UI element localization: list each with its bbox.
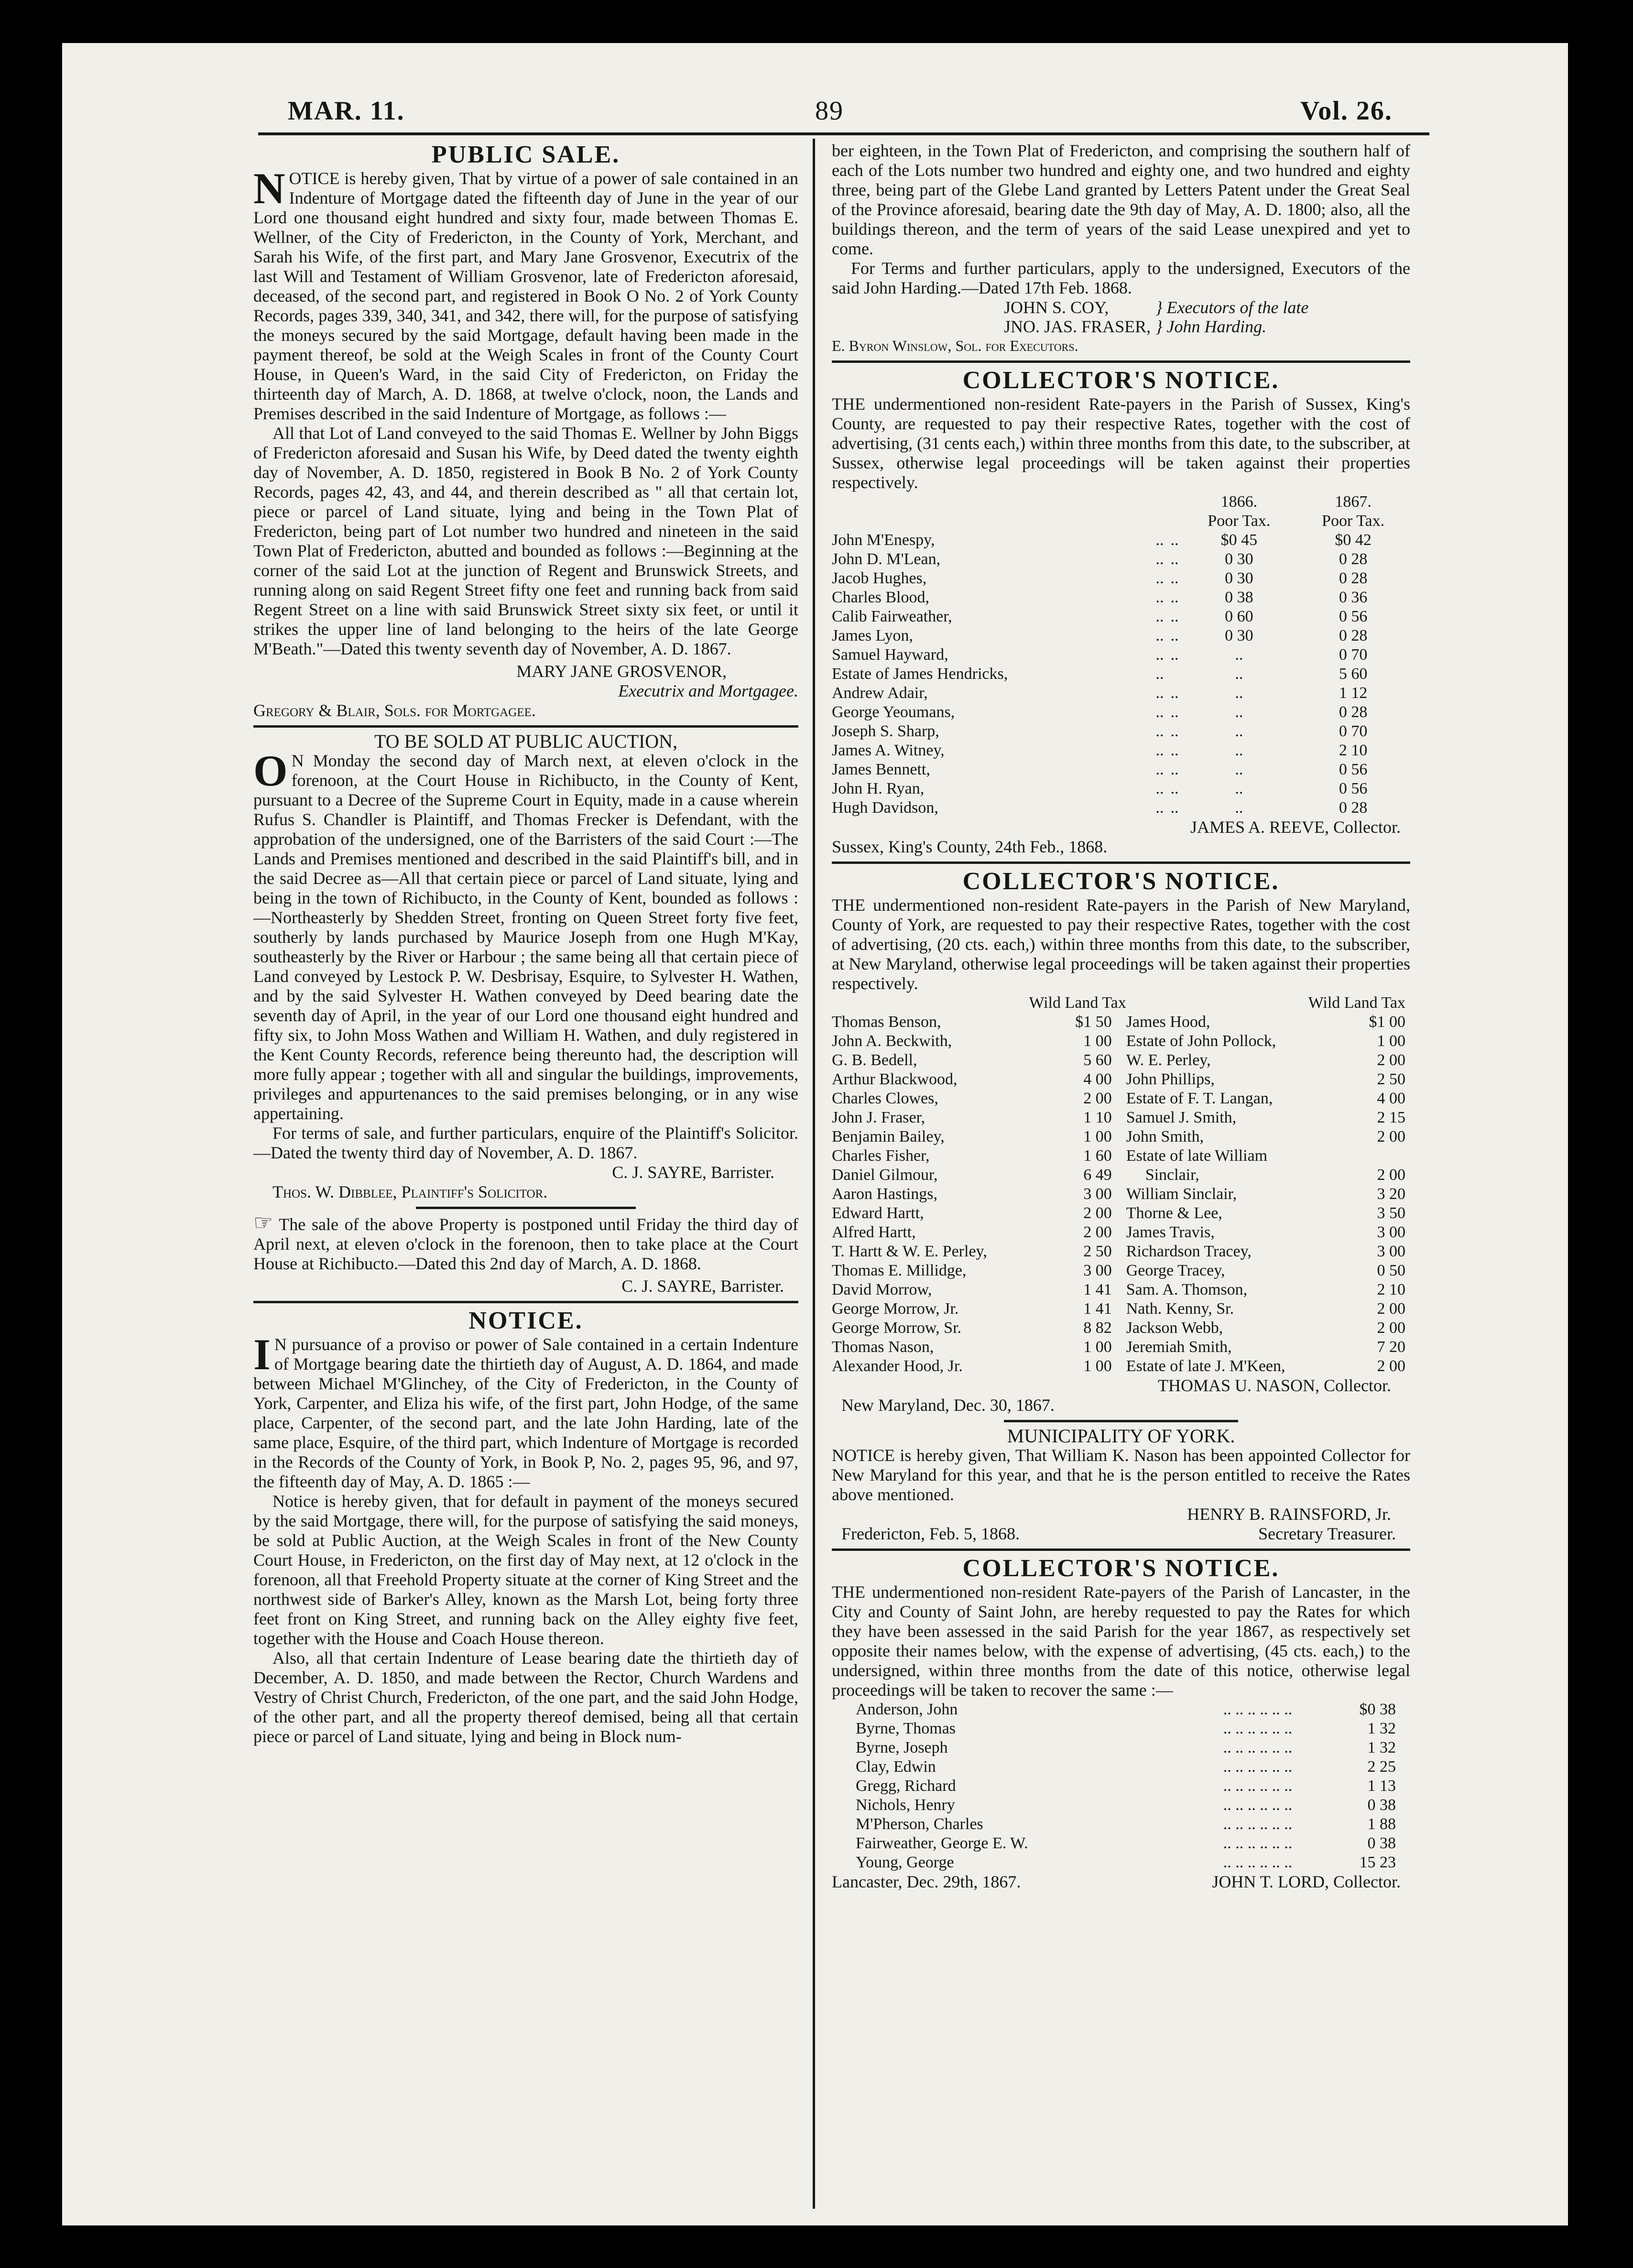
table-cell: George Yeoumans, <box>832 703 955 721</box>
table-cell: .. <box>1155 703 1164 721</box>
table-cell: James A. Witney, <box>832 741 945 759</box>
divider <box>416 1207 636 1209</box>
table-cell: Edward Hartt, <box>832 1204 924 1222</box>
table-cell: .. <box>1235 684 1243 702</box>
table-cell: .. .. .. .. .. .. <box>1223 1777 1293 1795</box>
table-cell: 0 28 <box>1339 569 1368 587</box>
table-cell: 0 50 <box>1377 1262 1405 1279</box>
table-cell: 1 88 <box>1367 1815 1396 1833</box>
table-row <box>832 1299 1405 1319</box>
table-row <box>856 1834 1396 1853</box>
table-cell: $1 50 <box>1075 1013 1112 1031</box>
table-row <box>832 1166 1405 1185</box>
table-cell: .. <box>1155 569 1164 587</box>
table-cell: G. B. Bedell, <box>832 1051 917 1069</box>
table-cell: James Travis, <box>1126 1223 1215 1241</box>
table-row <box>832 531 1410 550</box>
table-cell: Samuel J. Smith, <box>1126 1109 1237 1126</box>
table-cell: Young, George <box>856 1854 954 1871</box>
table-cell: George Morrow, Jr. <box>832 1300 959 1318</box>
table-row <box>832 1280 1405 1299</box>
table-cell: George Morrow, Sr. <box>832 1319 962 1337</box>
municipality-signature: HENRY B. RAINSFORD, Jr. <box>1187 1505 1391 1524</box>
table-cell: .. <box>1155 627 1164 644</box>
table-cell: John H. Ryan, <box>832 780 925 797</box>
table-cell: Thorne & Lee, <box>1126 1204 1222 1222</box>
table-cell: Anderson, John <box>856 1701 958 1718</box>
table-cell: .. <box>1235 741 1243 759</box>
postponement-signature: C. J. SAYRE, Barrister. <box>621 1276 784 1296</box>
table-row <box>832 1089 1405 1108</box>
page-number: 89 <box>815 96 844 126</box>
table-cell: 2 00 <box>1377 1357 1405 1375</box>
table-cell: .. <box>1155 799 1164 817</box>
table-cell: Fairweather, George E. W. <box>856 1834 1028 1852</box>
table-cell: $1 00 <box>1369 1013 1405 1031</box>
table-cell: .. <box>1235 799 1243 817</box>
auction-solicitor: Thos. W. Dibblee, Plaintiff's Solicitor. <box>272 1182 548 1201</box>
table-row <box>856 1719 1396 1738</box>
table-cell: 1 00 <box>1083 1357 1112 1375</box>
drop-cap: O <box>253 746 288 795</box>
table-cell: .. <box>1155 684 1164 702</box>
table-row <box>832 1127 1405 1146</box>
pointing-hand-icon: ☞ <box>253 1210 273 1235</box>
table-cell: 1 00 <box>1083 1032 1112 1050</box>
table-cell: $0 38 <box>1359 1701 1396 1718</box>
table-cell: 0 28 <box>1339 703 1368 721</box>
table-cell: .. <box>1170 608 1179 625</box>
table-cell: 2 25 <box>1367 1758 1396 1776</box>
table-cell: David Morrow, <box>832 1281 932 1298</box>
table-cell: 15 23 <box>1359 1854 1396 1871</box>
table-cell: 5 60 <box>1083 1051 1112 1069</box>
table-cell: .. <box>1155 780 1164 797</box>
table-cell: .. <box>1155 761 1164 778</box>
table-cell: Estate of F. T. Langan, <box>1126 1090 1273 1107</box>
table-row <box>832 607 1410 626</box>
newspaper-page <box>62 43 1568 2225</box>
column-header: Wild Land Tax <box>1308 994 1405 1012</box>
table-row <box>832 798 1410 818</box>
table-cell: 3 50 <box>1377 1204 1405 1222</box>
table-cell: 0 38 <box>1367 1796 1396 1814</box>
divider <box>832 360 1410 363</box>
table-cell: John Smith, <box>1126 1128 1204 1145</box>
table-cell: .. <box>1170 589 1179 606</box>
table-cell: .. <box>1170 761 1179 778</box>
public-sale-signature-title: Executrix and Mortgagee. <box>618 681 798 700</box>
table-cell: 1 00 <box>1377 1032 1405 1050</box>
table-row <box>832 760 1410 779</box>
executor-name: JOHN S. COY, <box>1004 298 1109 317</box>
table-cell: 0 70 <box>1339 722 1368 740</box>
table-cell: 1 60 <box>1083 1147 1112 1165</box>
table-row <box>832 1223 1405 1242</box>
table-cell: 2 00 <box>1083 1204 1112 1222</box>
table-row <box>832 722 1410 741</box>
table-row <box>832 1357 1405 1376</box>
table-cell: Thomas E. Millidge, <box>832 1262 967 1279</box>
table-cell: .. <box>1155 722 1164 740</box>
table-cell: 2 10 <box>1377 1281 1405 1298</box>
table-cell: James Hood, <box>1126 1013 1210 1031</box>
table-cell: Nichols, Henry <box>856 1796 955 1814</box>
table-cell: 0 38 <box>1225 589 1253 606</box>
table-cell: Byrne, Joseph <box>856 1739 948 1756</box>
table-cell: .. .. .. .. .. .. <box>1223 1739 1293 1756</box>
table-row <box>832 684 1410 703</box>
table-cell: .. .. .. .. .. .. <box>1223 1854 1293 1871</box>
table-cell: M'Pherson, Charles <box>856 1815 983 1833</box>
table-cell: W. E. Perley, <box>1126 1051 1211 1069</box>
public-sale-solicitors: Gregory & Blair, Sols. for Mortgagee. <box>253 701 536 720</box>
column-divider <box>813 139 815 2209</box>
table-cell: Thomas Nason, <box>832 1338 934 1356</box>
table-cell: .. <box>1170 684 1179 702</box>
table-cell: .. <box>1170 780 1179 797</box>
notice-lease-paragraph: Also, all that certain Indenture of Lease bearing date the thirtieth day of December, A. D. 1850, and made between the Rector, Church Wardens and Vestry of Christ Church, Fredericton, of the one part, and the said John Hodge, of the other part, and all the property thereof demised, being all that certain piece or parcel of Land situate, lying and being in Block num- <box>253 1648 798 1746</box>
table-cell: 0 36 <box>1339 589 1368 606</box>
drop-cap: N <box>253 164 285 213</box>
table-cell: Alexander Hood, Jr. <box>832 1357 963 1375</box>
table-cell: Daniel Gilmour, <box>832 1166 938 1184</box>
table-cell: John D. M'Lean, <box>832 550 941 568</box>
table-cell: John Phillips, <box>1126 1070 1215 1088</box>
column-header: Wild Land Tax <box>1029 994 1126 1012</box>
collector3-signature: JOHN T. LORD, Collector. <box>1212 1872 1401 1891</box>
table-cell: Estate of James Hendricks, <box>832 665 1008 683</box>
table-cell: Hugh Davidson, <box>832 799 938 817</box>
table-cell: 2 00 <box>1083 1090 1112 1107</box>
table-cell: Andrew Adair, <box>832 684 928 702</box>
table-cell: 0 30 <box>1225 569 1253 587</box>
volume-number: Vol. 26. <box>1300 96 1393 126</box>
public-sale-body <box>253 164 798 424</box>
table-cell: Nath. Kenny, Sr. <box>1126 1300 1234 1318</box>
collector1-title: COLLECTOR'S NOTICE. <box>962 367 1280 394</box>
table-cell: 3 00 <box>1377 1223 1405 1241</box>
table-row <box>832 588 1410 607</box>
table-cell: .. <box>1155 550 1164 568</box>
table-cell: T. Hartt & W. E. Perley, <box>832 1243 987 1260</box>
collector2-table <box>832 993 1405 1376</box>
table-cell: 4 00 <box>1083 1070 1112 1088</box>
table-cell: .. <box>1235 780 1243 797</box>
collector2-intro: THE undermentioned non-resident Rate-payers in the Parish of New Maryland, County of York, are requested to pay their respective Rates, together with the cost of advertising, (20 cts. each,) within three months from this date, to the subscriber, at New Maryland, otherwise legal proceedings will be taken against their properties respectively. <box>832 895 1410 993</box>
table-row <box>832 1146 1405 1166</box>
table-row <box>832 1108 1405 1127</box>
table-cell: 7 20 <box>1377 1338 1405 1356</box>
table-cell: John M'Enespy, <box>832 531 935 549</box>
table-cell: 0 30 <box>1225 627 1253 644</box>
divider <box>832 861 1410 864</box>
table-cell: 1 12 <box>1339 684 1368 702</box>
table-cell: $0 45 <box>1220 531 1258 549</box>
table-cell: Aaron Hastings, <box>832 1185 937 1203</box>
table-cell: .. <box>1235 703 1243 721</box>
postponement-text: The sale of the above Property is postponed until Friday the third day of April next, at eleven o'clock in the forenoon, then to take place at the Court House at Richibucto.—Dated this 2nd day of March, A. D. 1868. <box>253 1215 798 1273</box>
table-cell: Estate of late J. M'Keen, <box>1126 1357 1285 1375</box>
table-cell: 2 50 <box>1083 1243 1112 1260</box>
table-row <box>832 1338 1405 1357</box>
table-row <box>856 1777 1396 1796</box>
collector2-signature: THOMAS U. NASON, Collector. <box>1157 1376 1391 1395</box>
table-cell: 1 00 <box>1083 1128 1112 1145</box>
table-row <box>832 645 1410 665</box>
collector3-title: COLLECTOR'S NOTICE. <box>962 1555 1280 1582</box>
table-row <box>832 1185 1405 1204</box>
table-cell: .. <box>1170 569 1179 587</box>
table-cell: 0 56 <box>1339 780 1368 797</box>
municipality-title: MUNICIPALITY OF YORK. <box>1007 1425 1235 1447</box>
table-cell: .. <box>1155 608 1164 625</box>
divider <box>253 725 798 728</box>
table-cell: 2 00 <box>1377 1166 1405 1184</box>
table-cell: 2 10 <box>1339 741 1368 759</box>
table-row <box>856 1738 1396 1757</box>
table-cell: 2 50 <box>1377 1070 1405 1088</box>
municipality-footer <box>832 1524 1410 1544</box>
table-cell: Estate of late William <box>1126 1147 1268 1165</box>
table-cell: Charles Fisher, <box>832 1147 930 1165</box>
table-cell: 0 60 <box>1225 608 1253 625</box>
table-cell: 0 30 <box>1225 550 1253 568</box>
table-row <box>832 1070 1405 1089</box>
executor-title: } Executors of the late <box>1155 298 1309 317</box>
table-cell: Sinclair, <box>1145 1166 1199 1184</box>
table-row <box>856 1853 1396 1872</box>
notice-body <box>253 1330 798 1492</box>
table-cell: 2 15 <box>1377 1109 1405 1126</box>
table-row <box>856 1796 1396 1815</box>
table-cell: Clay, Edwin <box>856 1758 936 1776</box>
table-cell: 3 00 <box>1083 1262 1112 1279</box>
table-row <box>832 569 1410 588</box>
table-cell: Samuel Hayward, <box>832 646 948 664</box>
right-column <box>832 141 1410 1892</box>
table-cell: .. <box>1170 741 1179 759</box>
header-rule <box>258 132 1429 135</box>
table-row <box>832 1261 1405 1280</box>
collector3-table <box>856 1700 1396 1872</box>
table-cell: .. <box>1170 627 1179 644</box>
auction-title: TO BE SOLD AT PUBLIC AUCTION, <box>374 731 678 752</box>
table-cell: Gregg, Richard <box>856 1777 956 1795</box>
table-cell: Arthur Blackwood, <box>832 1070 958 1088</box>
table-cell: Richardson Tracey, <box>1126 1243 1252 1260</box>
table-cell: 2 00 <box>1377 1300 1405 1318</box>
table-cell: .. <box>1170 550 1179 568</box>
table-cell: .. <box>1235 722 1243 740</box>
notice-text: N pursuance of a proviso or power of Sale contained in a certain Indenture of Mortgage bearing date the thirtieth day of August, A. D. 1864, and made between Michael M'Glinchey, of the City of Fredericton, in the County of York, Carpenter, and Eliza his wife, of the first part, John Hodge, of the same place, Carpenter, of the second part, and the late John Harding, late of the same place, Esquire, of the third part, which Indenture of Mortgage is recorded in the Records of the County of York, in Book P, No. 2, pages 95, 96, and 97, the fifteenth day of May, A. D. 1865 :— <box>253 1335 798 1491</box>
table-cell: Jackson Webb, <box>1126 1319 1223 1337</box>
table-row <box>832 779 1410 798</box>
table-cell: William Sinclair, <box>1126 1185 1237 1203</box>
table-row <box>856 1815 1396 1834</box>
table-cell: .. <box>1155 589 1164 606</box>
table-cell: .. <box>1235 646 1243 664</box>
table-cell: 1 00 <box>1083 1338 1112 1356</box>
table-cell: 1 41 <box>1083 1300 1112 1318</box>
table-cell: Charles Blood, <box>832 589 929 606</box>
table-cell: 6 49 <box>1083 1166 1112 1184</box>
table-cell: 2 00 <box>1377 1319 1405 1337</box>
drop-cap: I <box>253 1330 271 1379</box>
table-cell: .. .. .. .. .. .. <box>1223 1758 1293 1776</box>
table-cell: 0 28 <box>1339 799 1368 817</box>
collector3-intro: THE undermentioned non-resident Rate-payers of the Parish of Lancaster, in the City and County of Saint John, are hereby requested to pay the Rates for which they have been assessed in the said Parish for the year 1867, as respectively set opposite their names below, with the expense of advertising, (45 cts. each,) to the undersigned, within three months from the date of this notice, otherwise legal proceedings will be taken to recover the same :— <box>832 1582 1410 1700</box>
table-cell: .. .. .. .. .. .. <box>1223 1834 1293 1852</box>
notice-title: NOTICE. <box>468 1307 583 1334</box>
table-cell: Estate of John Pollock, <box>1126 1032 1276 1050</box>
table-cell: John A. Beckwith, <box>832 1032 952 1050</box>
year-header: 1866. <box>1220 493 1258 511</box>
table-cell: Alfred Hartt, <box>832 1223 916 1241</box>
table-cell: .. <box>1170 531 1179 549</box>
table-row <box>832 703 1410 722</box>
table-cell: .. <box>1170 703 1179 721</box>
table-cell: .. .. .. .. .. .. <box>1223 1796 1293 1814</box>
table-cell: 1 32 <box>1367 1720 1396 1737</box>
year-header: 1867. <box>1335 493 1372 511</box>
table-cell: .. .. .. .. .. .. <box>1223 1720 1293 1737</box>
executors-solicitor: E. Byron Winslow, Sol. for Executors. <box>832 337 1078 354</box>
table-row <box>832 1032 1405 1051</box>
table-row <box>856 1700 1396 1719</box>
collector1-signature: JAMES A. REEVE, Collector. <box>1190 818 1401 837</box>
table-cell: Byrne, Thomas <box>856 1720 956 1737</box>
table-cell: 1 10 <box>1083 1109 1112 1126</box>
postponement-notice <box>253 1210 798 1274</box>
collector3-footer <box>832 1872 1410 1892</box>
column-header: Poor Tax. <box>1208 512 1271 530</box>
table-cell: 0 70 <box>1339 646 1368 664</box>
table-cell: 0 56 <box>1339 608 1368 625</box>
divider <box>1004 1420 1238 1422</box>
public-sale-signature: MARY JANE GROSVENOR, <box>516 662 727 681</box>
table-cell <box>1353 1146 1405 1166</box>
table-cell: 0 56 <box>1339 761 1368 778</box>
table-cell: 3 20 <box>1377 1185 1405 1203</box>
table-cell: 8 82 <box>1083 1319 1112 1337</box>
public-sale-description: All that Lot of Land conveyed to the said Thomas E. Wellner by John Biggs of Fredericton aforesaid and Susan his Wife, by Deed dated the twenty eighth day of November, A. D. 1850, registered in Book B No. 2 of York County Records, pages 42, 43, and 44, and therein described as " all that certain lot, piece or parcel of Land situate, lying and being in the Town Plat of Fredericton, being part of Lot number two hundred and nineteen in the said Town Plat of Fredericton, abutted and bounded as follows :—Beginning at the corner of the said Lot at the junction of Regent and Brunswick Streets, and running along on said Regent Street fifty one feet and running back from said Regent Street on a line with said Brunswick Street sixty six feet, or until it strikes the upper line of land belonging to the heirs of the late George M'Beath."—Dated this twenty seventh day of November, A. D. 1867. <box>253 424 798 658</box>
table-cell: Benjamin Bailey, <box>832 1128 945 1145</box>
table-cell: 0 28 <box>1339 550 1368 568</box>
table-cell: .. .. .. .. .. .. <box>1223 1815 1293 1833</box>
table-cell <box>1167 665 1182 684</box>
table-cell: 5 60 <box>1339 665 1368 683</box>
table-row <box>832 1204 1405 1223</box>
table-cell: .. <box>1155 665 1164 683</box>
table-cell: John J. Fraser, <box>832 1109 925 1126</box>
divider <box>253 1301 798 1303</box>
auction-body <box>253 746 798 1123</box>
executors-signature <box>1004 298 1308 336</box>
table-cell: Charles Clowes, <box>832 1090 938 1107</box>
table-cell: .. <box>1170 722 1179 740</box>
divider <box>832 1548 1410 1551</box>
table-cell: .. <box>1235 665 1243 683</box>
table-cell: .. <box>1155 741 1164 759</box>
table-cell: Jacob Hughes, <box>832 569 927 587</box>
collector3-dateline: Lancaster, Dec. 29th, 1867. <box>832 1872 1021 1891</box>
table-row <box>832 741 1410 760</box>
table-cell: 3 00 <box>1083 1185 1112 1203</box>
collector1-intro: THE undermentioned non-resident Rate-payers in the Parish of Sussex, King's County, are requested to pay their respective Rates, together with the cost of advertising, (31 cents each,) within three months from this date, to the subscriber, at Sussex, otherwise legal proceedings will be taken against their properties respectively. <box>832 394 1410 492</box>
table-cell: .. <box>1155 531 1164 549</box>
table-row <box>832 1051 1405 1070</box>
left-column <box>253 141 798 1746</box>
table-cell: .. .. .. .. .. .. <box>1223 1701 1293 1718</box>
table-cell: .. <box>1235 761 1243 778</box>
table-cell: 2 00 <box>1377 1051 1405 1069</box>
notice-terms: For Terms and further particulars, apply to the undersigned, Executors of the said John Harding.—Dated 17th Feb. 1868. <box>832 259 1410 297</box>
municipality-dateline: Fredericton, Feb. 5, 1868. <box>841 1524 1020 1543</box>
issue-date: MAR. 11. <box>288 96 405 126</box>
notice-default-paragraph: Notice is hereby given, that for default in payment of the moneys secured by the said Mortgage, there will, for the purpose of satisfying the said moneys, be sold at Public Auction, at the Weigh Scales in front of the New County Court House, in Fredericton, on the first day of May next, at 12 o'clock in the forenoon, all that Freehold Property situate at the corner of King Street and the northwest side of Barker's Alley, known as the Marsh Lot, being forty three feet front on King Street, and running back on the Alley eighty five feet, together with the House and Coach House thereon. <box>253 1492 798 1648</box>
table-cell: Jeremiah Smith, <box>1126 1338 1232 1356</box>
table-cell: Sam. A. Thomson, <box>1126 1281 1248 1298</box>
table-cell: 2 00 <box>1377 1128 1405 1145</box>
table-cell: $0 42 <box>1335 531 1372 549</box>
table-cell: 2 00 <box>1083 1223 1112 1241</box>
table-row <box>832 626 1410 645</box>
table-cell: Joseph S. Sharp, <box>832 722 939 740</box>
executor-name: JNO. JAS. FRASER, <box>1004 317 1151 336</box>
notice-continuation: ber eighteen, in the Town Plat of Fredericton, and comprising the southern half of each of the Lots number two hundred and eighty one, and two hundred and eighty three, being part of the Glebe Land granted by Letters Patent under the Great Seal of the Province aforesaid, bearing date the 9th day of May, A. D. 1800; also, all the buildings thereon, and the term of years of the said Lease unexpired and yet to come. <box>832 141 1410 258</box>
table-cell: .. <box>1170 799 1179 817</box>
table-row <box>832 1319 1405 1338</box>
municipality-signature-title: Secretary Treasurer. <box>1258 1524 1396 1543</box>
column-header: Poor Tax. <box>1322 512 1385 530</box>
table-cell: 1 32 <box>1367 1739 1396 1756</box>
table-row <box>832 665 1410 684</box>
table-cell: George Tracey, <box>1126 1262 1225 1279</box>
table-cell: Calib Fairweather, <box>832 608 952 625</box>
collector2-title: COLLECTOR'S NOTICE. <box>962 868 1280 895</box>
collector1-table <box>832 492 1410 818</box>
table-cell: Thomas Benson, <box>832 1013 941 1031</box>
auction-signature: C. J. SAYRE, Barrister. <box>612 1163 774 1182</box>
table-row <box>832 550 1410 569</box>
public-sale-text: OTICE is hereby given, That by virtue of a power of sale contained in an Indenture of Mortgage dated the fifteenth day of June in the year of our Lord one thousand eight hundred and sixty four, made between Thomas E. Wellner, of the City of Fredericton, in the County of York, Merchant, and Sarah his Wife, of the first part, and Mary Jane Grosvenor, Executrix of the last Will and Testament of William Grosvenor, late of Fredericton aforesaid, deceased, of the second part, and registered in Book O No. 2 of York County Records, pages 339, 340, 341, and 342, there will, for the purpose of satisfying the moneys secured by the said Mortgage, default having been made in the payment thereof, be sold at the Weigh Scales in front of the County Court House, in Queen's Ward, in the said City of Fredericton, on Friday the thirteenth day of March, A. D. 1868, at twelve o'clock, noon, the Lands and Premises described in the said Indenture of Mortgage, as follows :— <box>253 169 798 423</box>
table-cell: 1 41 <box>1083 1281 1112 1298</box>
table-cell: 1 13 <box>1367 1777 1396 1795</box>
public-sale-title: PUBLIC SALE. <box>431 141 621 168</box>
table-cell: .. <box>1155 646 1164 664</box>
table-row <box>832 1013 1405 1032</box>
table-cell: James Lyon, <box>832 627 913 644</box>
auction-text: N Monday the second day of March next, at eleven o'clock in the forenoon, at the Court House in Richibucto, in the County of Kent, pursuant to a Decree of the Supreme Court in Equity, made in a cause wherein Rufus S. Chandler is Plaintiff, and Thomas Frecker is Defendant, with the approbation of the undersigned, one of the Barristers of the said Court :—The Lands and Premises mentioned and described in the said Plaintiff's bill, and in the said Decree as—All that certain piece or parcel of Land situate, lying and being in the town of Richibucto, in the County of Kent, bounded as follows :—Northeasterly by Shedden Street, fronting on Queen Street forty five feet, southerly by lands purchased by Maurice Joseph from one Hugh M'Kay, southeasterly by the River or Harbour ; the same being all that certain piece of Land conveyed by Lestock P. W. Desbrisay, Esquire, to Sylvester H. Wathen, and by the said Sylvester H. Wathen conveyed by Deed bearing date the seventh day of April, in the year of our Lord one thousand eight hundred and fifty six, to John Moss Wathen and William H. Wathen, and duly registered in the Kent County Records, reference being thereunto had, the description will more fully appear ; together with all and singular the buildings, improvements, privileges and appurtenances to the said premises belonging, or in any wise appertaining. <box>253 751 798 1123</box>
auction-terms: For terms of sale, and further particulars, enquire of the Plaintiff's Solicitor.—Dated the twenty third day of November, A. D. 1867. <box>253 1123 798 1162</box>
table-row <box>856 1757 1396 1777</box>
table-cell: 0 28 <box>1339 627 1368 644</box>
table-cell: .. <box>1170 646 1179 664</box>
municipality-body: NOTICE is hereby given, That William K. Nason has been appointed Collector for New Maryland for this year, and that he is the person entitled to receive the Rates above mentioned. <box>832 1446 1410 1504</box>
collector1-dateline: Sussex, King's County, 24th Feb., 1868. <box>832 837 1108 856</box>
table-row <box>832 1242 1405 1261</box>
collector2-dateline: New Maryland, Dec. 30, 1867. <box>841 1396 1055 1415</box>
table-cell: James Bennett, <box>832 761 930 778</box>
table-cell: 4 00 <box>1377 1090 1405 1107</box>
table-cell: 3 00 <box>1377 1243 1405 1260</box>
table-cell: 0 38 <box>1367 1834 1396 1852</box>
executor-title: } John Harding. <box>1155 317 1267 336</box>
